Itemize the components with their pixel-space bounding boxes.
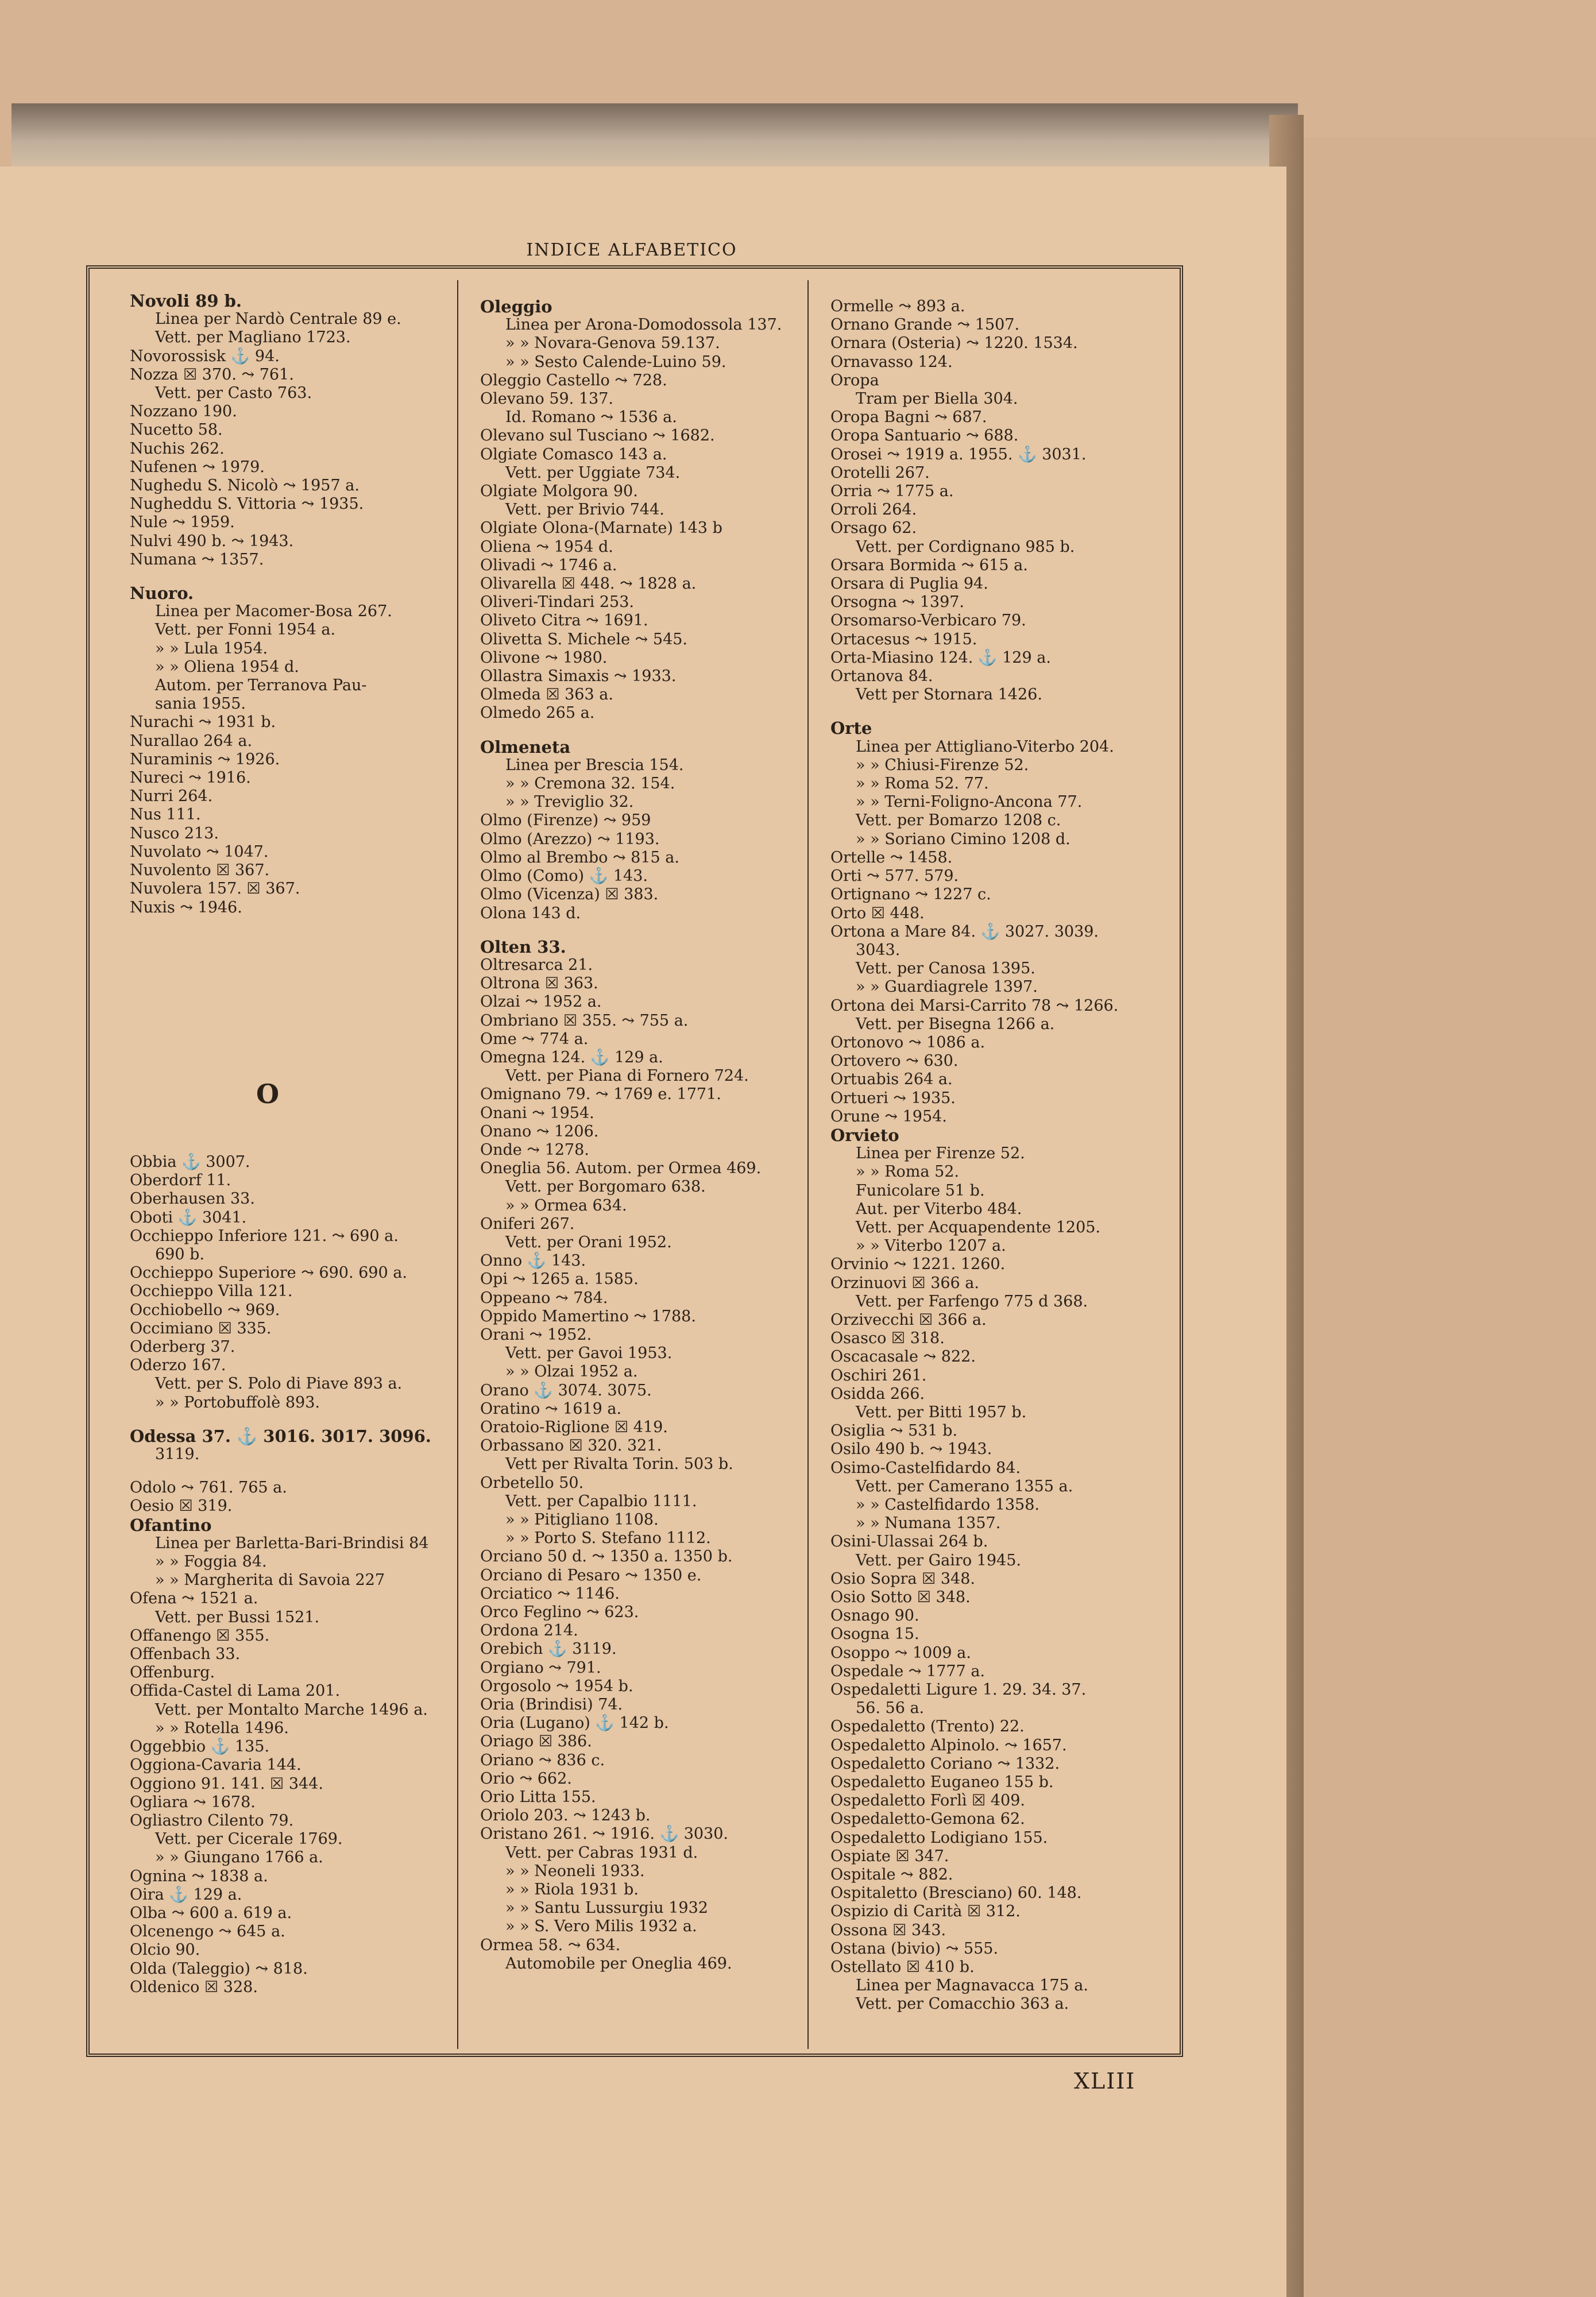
index-entry: Nurachi ⤳ 1931 b. bbox=[130, 713, 276, 732]
index-entry: Ortona dei Marsi-Carrito 78 ⤳ 1266. bbox=[830, 996, 1119, 1015]
index-entry: Vett. per Bitti 1957 b. bbox=[856, 1403, 1027, 1421]
index-entry: Omignano 79. ⤳ 1769 e. 1771. bbox=[480, 1085, 721, 1104]
index-entry: » » Guardiagrele 1397. bbox=[856, 978, 1038, 996]
index-entry: Olmo (Firenze) ⤳ 959 bbox=[480, 811, 651, 830]
index-entry: Nurallao 264 a. bbox=[130, 732, 253, 750]
index-entry: Olmeneta bbox=[480, 737, 571, 757]
index-entry: Oesio ☒ 319. bbox=[130, 1497, 233, 1515]
index-entry: Olzai ⤳ 1952 a. bbox=[480, 993, 602, 1011]
index-entry: Vett. per S. Polo di Piave 893 a. bbox=[155, 1375, 403, 1393]
index-entry: Orco Feglino ⤳ 623. bbox=[480, 1603, 639, 1622]
spacer bbox=[130, 569, 440, 584]
index-entry: Vett. per Camerano 1355 a. bbox=[856, 1477, 1073, 1495]
index-entry: Ornavasso 124. bbox=[830, 353, 953, 371]
index-entry: Olba ⤳ 600 a. 619 a. bbox=[130, 1904, 292, 1922]
index-entry: Orta-Miasino 124. ⚓ 129 a. bbox=[830, 648, 1051, 667]
index-entry: Oleggio Castello ⤳ 728. bbox=[480, 371, 667, 389]
index-entry: Olcenengo ⤳ 645 a. bbox=[130, 1923, 285, 1941]
index-entry: Ogliara ⤳ 1678. bbox=[130, 1793, 256, 1811]
index-entry: Nuvolento ☒ 367. bbox=[130, 861, 270, 880]
spacer bbox=[130, 1464, 440, 1479]
index-entry: » » Portobuffolè 893. bbox=[155, 1393, 320, 1412]
index-entry: Linea per Nardò Centrale 89 e. bbox=[155, 310, 401, 328]
index-entry: Occhiobello ⤳ 969. bbox=[130, 1301, 280, 1319]
index-entry: Ospitale ⤳ 882. bbox=[830, 1866, 953, 1884]
index-entry: Odolo ⤳ 761. 765 a. bbox=[130, 1479, 287, 1497]
index-entry: Nus 111. bbox=[130, 806, 201, 824]
index-entry: Osogna 15. bbox=[830, 1625, 919, 1644]
index-entry: Oppeano ⤳ 784. bbox=[480, 1289, 608, 1307]
index-entry: Nuvolato ⤳ 1047. bbox=[130, 842, 269, 861]
index-entry: Vett. per Brivio 744. bbox=[505, 501, 664, 519]
index-entry: Orvinio ⤳ 1221. 1260. bbox=[830, 1255, 1006, 1274]
index-entry: Oberhausen 33. bbox=[130, 1190, 255, 1208]
index-entry: Osilo 490 b. ⤳ 1943. bbox=[830, 1440, 992, 1459]
index-entry: Olgiate Olona-(Marnate) 143 b bbox=[480, 519, 722, 537]
index-entry: Ospedaletto Forlì ☒ 409. bbox=[830, 1792, 1025, 1810]
index-entry: Vett. per Capalbio 1111. bbox=[505, 1492, 697, 1510]
index-entry: Oderzo 167. bbox=[130, 1356, 226, 1375]
index-entry: » » Foggia 84. bbox=[155, 1553, 267, 1571]
index-entry: Olona 143 d. bbox=[480, 904, 581, 922]
index-entry: Orosei ⤳ 1919 a. 1955. ⚓ 3031. bbox=[830, 445, 1087, 463]
index-entry: Offenbach 33. bbox=[130, 1645, 241, 1664]
index-entry: Oniferi 267. bbox=[480, 1215, 575, 1233]
index-entry: Nule ⤳ 1959. bbox=[130, 513, 235, 532]
spacer bbox=[480, 923, 802, 938]
index-entry: Ollastra Simaxis ⤳ 1933. bbox=[480, 667, 677, 686]
index-entry: Ombriano ☒ 355. ⤳ 755 a. bbox=[480, 1011, 689, 1030]
index-entry: Vett. per Gairo 1945. bbox=[856, 1551, 1021, 1569]
index-entry: Ospedaletto Euganeo 155 b. bbox=[830, 1773, 1054, 1792]
index-entry: Occhieppo Superiore ⤳ 690. 690 a. bbox=[130, 1264, 407, 1282]
index-entry: » » Roma 52. 77. bbox=[856, 775, 989, 793]
index-entry: Odessa 37. ⚓ 3016. 3017. 3096. bbox=[130, 1426, 431, 1446]
index-entry: Vett. per Borgomaro 638. bbox=[505, 1178, 706, 1196]
index-entry: Vett. per Acquapendente 1205. bbox=[856, 1218, 1101, 1236]
index-entry: Orzinuovi ☒ 366 a. bbox=[830, 1274, 979, 1292]
index-entry: Vett per Rivalta Torin. 503 b. bbox=[505, 1455, 733, 1474]
index-entry: Oropa Santuario ⤳ 688. bbox=[830, 427, 1019, 445]
index-entry: Nughedu S. Nicolò ⤳ 1957 a. bbox=[130, 477, 360, 495]
spacer bbox=[830, 704, 1164, 719]
page-edge-stack bbox=[11, 103, 1298, 172]
index-entry: Nusco 213. bbox=[130, 824, 219, 842]
index-entry: Olgiate Molgora 90. bbox=[480, 482, 638, 501]
index-entry: Orria ⤳ 1775 a. bbox=[830, 482, 954, 501]
index-entry: Oggebbio ⚓ 135. bbox=[130, 1738, 270, 1756]
index-entry: Ortonovo ⤳ 1086 a. bbox=[830, 1033, 986, 1051]
index-entry: Linea per Magnavacca 175 a. bbox=[856, 1977, 1088, 1995]
index-entry: Id. Romano ⤳ 1536 a. bbox=[505, 408, 677, 427]
index-entry: » » Soriano Cimino 1208 d. bbox=[856, 830, 1071, 848]
index-entry: Offenburg. bbox=[130, 1664, 215, 1682]
index-entry: » » Roma 52. bbox=[856, 1163, 960, 1181]
index-entry: Oltresarca 21. bbox=[480, 956, 593, 974]
index-entry: Ospedaletto (Trento) 22. bbox=[830, 1718, 1025, 1736]
index-entry: Oira ⚓ 129 a. bbox=[130, 1885, 242, 1904]
index-entry: Olcio 90. bbox=[130, 1941, 200, 1959]
index-entry: Nozzano 190. bbox=[130, 403, 237, 421]
index-entry: Ospiate ☒ 347. bbox=[830, 1847, 949, 1865]
index-entry: Ospedaletti Ligure 1. 29. 34. 37. bbox=[830, 1681, 1087, 1699]
index-entry: Osoppo ⤳ 1009 a. bbox=[830, 1644, 971, 1662]
index-entry: » » S. Vero Milis 1932 a. bbox=[505, 1917, 697, 1936]
index-entry: Orte bbox=[830, 718, 872, 738]
index-entry: » » Terni-Foligno-Ancona 77. bbox=[856, 793, 1083, 811]
index-entry: Oltrona ☒ 363. bbox=[480, 975, 598, 993]
index-entry: » » Margherita di Savoia 227 bbox=[155, 1571, 385, 1590]
index-entry: Oleggio bbox=[480, 297, 552, 316]
index-entry: Oriolo 203. ⤳ 1243 b. bbox=[480, 1807, 651, 1825]
index-entry: » » Castelfidardo 1358. bbox=[856, 1496, 1039, 1514]
index-entry: Orroli 264. bbox=[830, 501, 917, 519]
index-entry: Tram per Biella 304. bbox=[856, 390, 1018, 408]
index-entry: Vett. per Cabras 1931 d. bbox=[505, 1843, 698, 1862]
index-entry: Ossona ☒ 343. bbox=[830, 1921, 946, 1939]
index-entry: Olmo (Arezzo) ⤳ 1193. bbox=[480, 830, 660, 848]
index-entry: sania 1955. bbox=[155, 695, 246, 713]
index-entry: » » Treviglio 32. bbox=[505, 793, 634, 811]
index-entry: Linea per Barletta-Bari-Brindisi 84 bbox=[155, 1534, 429, 1552]
spacer bbox=[480, 723, 802, 738]
index-entry: Ofantino bbox=[130, 1515, 212, 1535]
index-entry: Oria (Lugano) ⚓ 142 b. bbox=[480, 1714, 669, 1733]
index-entry: Obbia ⚓ 3007. bbox=[130, 1153, 250, 1171]
index-entry: Olmedo 265 a. bbox=[480, 704, 595, 722]
index-entry: Orzivecchi ☒ 366 a. bbox=[830, 1310, 987, 1329]
index-entry: Osio Sopra ☒ 348. bbox=[830, 1569, 975, 1588]
index-entry: Vett. per Magliano 1723. bbox=[155, 328, 351, 347]
index-entry: Oriano ⤳ 836 c. bbox=[480, 1751, 605, 1769]
index-entry: Ormea 58. ⤳ 634. bbox=[480, 1936, 621, 1954]
index-entry: » » Chiusi-Firenze 52. bbox=[856, 756, 1029, 774]
index-entry: Ome ⤳ 774 a. bbox=[480, 1030, 589, 1048]
index-entry: » » Numana 1357. bbox=[856, 1514, 1001, 1533]
index-entry: Offida-Castel di Lama 201. bbox=[130, 1682, 341, 1700]
index-entry: Nugheddu S. Vittoria ⤳ 1935. bbox=[130, 495, 364, 513]
index-entry: Onde ⤳ 1278. bbox=[480, 1140, 589, 1159]
index-entry: Orsara Bormida ⤳ 615 a. bbox=[830, 556, 1028, 574]
index-entry: Omegna 124. ⚓ 129 a. bbox=[480, 1048, 663, 1066]
index-entry: Osio Sotto ☒ 348. bbox=[830, 1588, 971, 1607]
index-entry: Olmo (Como) ⚓ 143. bbox=[480, 867, 648, 885]
index-entry: Nuoro. bbox=[130, 583, 194, 604]
index-entry: Vett. per Canosa 1395. bbox=[856, 960, 1035, 978]
index-entry: Nuxis ⤳ 1946. bbox=[130, 898, 242, 917]
index-entry: Orotelli 267. bbox=[830, 463, 930, 482]
index-entry: Osasco ☒ 318. bbox=[830, 1329, 945, 1348]
index-entry: Oderberg 37. bbox=[130, 1338, 235, 1356]
index-entry: 3119. bbox=[155, 1445, 200, 1464]
index-entry: Oriago ☒ 386. bbox=[480, 1733, 592, 1751]
index-entry: Ornano Grande ⤳ 1507. bbox=[830, 316, 1020, 334]
index-entry: » » Cremona 32. 154. bbox=[505, 775, 675, 793]
index-entry: Oliveri-Tindari 253. bbox=[480, 593, 634, 612]
index-entry: Oliena ⤳ 1954 d. bbox=[480, 537, 613, 556]
index-entry: Oggiona-Cavaria 144. bbox=[130, 1756, 302, 1774]
index-entry: Oggiono 91. 141. ☒ 344. bbox=[130, 1774, 323, 1793]
index-entry: Vett. per Orani 1952. bbox=[505, 1233, 672, 1251]
index-entry: Vett. per Casto 763. bbox=[155, 384, 312, 403]
index-entry: Orbetello 50. bbox=[480, 1474, 584, 1492]
index-entry: Ospedaletto-Gemona 62. bbox=[830, 1810, 1025, 1828]
index-entry: Orciano di Pesaro ⤳ 1350 e. bbox=[480, 1566, 702, 1584]
index-entry: Oschiri 261. bbox=[830, 1366, 927, 1385]
index-entry: » » Sesto Calende-Luino 59. bbox=[505, 353, 726, 371]
index-entry: » » Novara-Genova 59.137. bbox=[505, 334, 720, 353]
index-entry: Vett per Stornara 1426. bbox=[856, 686, 1042, 704]
index-entry: Oratino ⤳ 1619 a. bbox=[480, 1399, 622, 1418]
index-entry: Nufenen ⤳ 1979. bbox=[130, 458, 265, 476]
index-entry: Onano ⤳ 1206. bbox=[480, 1122, 599, 1140]
index-entry: Ognina ⤳ 1838 a. bbox=[130, 1867, 268, 1885]
index-entry: Vett. per Piana di Fornero 724. bbox=[505, 1067, 749, 1085]
index-entry: Oropa Bagni ⤳ 687. bbox=[830, 408, 987, 427]
index-entry: Vett. per Bisegna 1266 a. bbox=[856, 1015, 1055, 1033]
index-column-2 bbox=[480, 297, 802, 1973]
index-entry: Automobile per Oneglia 469. bbox=[505, 1954, 732, 1973]
index-entry: Novoli 89 b. bbox=[130, 291, 242, 311]
index-entry: Orto ☒ 448. bbox=[830, 904, 925, 922]
index-entry: Orti ⤳ 577. 579. bbox=[830, 867, 959, 885]
index-entry: Nuraminis ⤳ 1926. bbox=[130, 750, 280, 768]
index-entry: Olmo al Brembo ⤳ 815 a. bbox=[480, 848, 679, 867]
index-entry: Orsomarso-Verbicaro 79. bbox=[830, 612, 1026, 630]
index-entry: Orio Litta 155. bbox=[480, 1788, 596, 1807]
index-entry: Orsago 62. bbox=[830, 519, 917, 537]
index-entry: Ospedaletto Coriano ⤳ 1332. bbox=[830, 1754, 1060, 1773]
column-rule bbox=[807, 280, 809, 2049]
index-entry: Nuchis 262. bbox=[130, 439, 225, 458]
index-entry: Olevano sul Tusciano ⤳ 1682. bbox=[480, 427, 715, 445]
index-entry: » » Pitigliano 1108. bbox=[505, 1511, 659, 1529]
index-entry: Nureci ⤳ 1916. bbox=[130, 769, 251, 787]
index-entry: Orsara di Puglia 94. bbox=[830, 575, 988, 593]
index-entry: Orune ⤳ 1954. bbox=[830, 1107, 947, 1126]
index-entry: Olgiate Comasco 143 a. bbox=[480, 445, 667, 463]
index-column-1b bbox=[130, 1153, 440, 1997]
index-entry: Vett. per Bomarzo 1208 c. bbox=[856, 811, 1061, 830]
index-entry: Orvieto bbox=[830, 1125, 899, 1145]
index-entry: Olivarella ☒ 448. ⤳ 1828 a. bbox=[480, 575, 697, 593]
index-entry: Oliveto Citra ⤳ 1691. bbox=[480, 612, 648, 630]
index-entry: Orio ⤳ 662. bbox=[480, 1769, 572, 1788]
index-entry: Osnago 90. bbox=[830, 1607, 919, 1625]
index-entry: Occhieppo Villa 121. bbox=[130, 1282, 293, 1301]
index-frame bbox=[86, 265, 1183, 2057]
index-entry: Osini-Ulassai 264 b. bbox=[830, 1533, 988, 1551]
index-column-3 bbox=[830, 297, 1164, 2014]
index-entry: Linea per Macomer-Bosa 267. bbox=[155, 602, 392, 621]
index-entry: Ortona a Mare 84. ⚓ 3027. 3039. bbox=[830, 922, 1099, 941]
index-entry: » » Lula 1954. bbox=[155, 639, 268, 658]
index-entry: Oldenico ☒ 328. bbox=[130, 1978, 258, 1996]
index-entry: Ortignano ⤳ 1227 c. bbox=[830, 885, 991, 904]
index-entry: Nucetto 58. bbox=[130, 421, 223, 439]
index-entry: Onani ⤳ 1954. bbox=[480, 1104, 594, 1122]
index-entry: Aut. per Viterbo 484. bbox=[856, 1200, 1022, 1218]
index-entry: Osimo-Castelfidardo 84. bbox=[830, 1459, 1021, 1477]
index-entry: » » Santu Lussurgiu 1932 bbox=[505, 1899, 708, 1917]
index-entry: Olevano 59. 137. bbox=[480, 390, 613, 408]
index-entry: Ortanova 84. bbox=[830, 667, 933, 686]
index-entry: Vett. per Cicerale 1769. bbox=[155, 1830, 343, 1849]
index-entry: 690 b. bbox=[155, 1246, 204, 1264]
page-number: XLIII bbox=[1074, 2068, 1136, 2094]
index-entry: » » Olzai 1952 a. bbox=[505, 1363, 638, 1381]
index-entry: Ospizio di Carità ☒ 312. bbox=[830, 1902, 1021, 1921]
index-entry: Olivone ⤳ 1980. bbox=[480, 648, 608, 667]
index-entry: Ortacesus ⤳ 1915. bbox=[830, 630, 977, 648]
index-entry: Nulvi 490 b. ⤳ 1943. bbox=[130, 532, 294, 550]
index-entry: Oppido Mamertino ⤳ 1788. bbox=[480, 1307, 696, 1325]
index-entry: Orbassano ☒ 320. 321. bbox=[480, 1437, 662, 1455]
index-entry: Vett. per Gavoi 1953. bbox=[505, 1344, 673, 1363]
index-entry: Ospitaletto (Bresciano) 60. 148. bbox=[830, 1884, 1082, 1902]
index-entry: Nuvolera 157. ☒ 367. bbox=[130, 880, 300, 898]
index-entry: Ostellato ☒ 410 b. bbox=[830, 1958, 975, 1977]
index-entry: Vett. per Fonni 1954 a. bbox=[155, 621, 336, 639]
index-entry: 56. 56 a. bbox=[856, 1699, 925, 1718]
index-entry: Vett. per Uggiate 734. bbox=[505, 463, 681, 482]
index-entry: Occhieppo Inferiore 121. ⤳ 690 a. bbox=[130, 1227, 399, 1245]
index-entry: Orebich ⚓ 3119. bbox=[480, 1640, 617, 1658]
index-entry: Numana ⤳ 1357. bbox=[130, 550, 264, 569]
page-fore-edge bbox=[1292, 138, 1596, 2297]
index-entry: Linea per Attigliano-Viterbo 204. bbox=[856, 737, 1114, 756]
index-entry: Oria (Brindisi) 74. bbox=[480, 1696, 623, 1714]
index-entry: Autom. per Terranova Pau- bbox=[155, 676, 367, 695]
index-entry: » » Rotella 1496. bbox=[155, 1719, 289, 1737]
index-entry: Orsogna ⤳ 1397. bbox=[830, 593, 965, 612]
index-entry: Oropa bbox=[830, 371, 879, 389]
index-entry: Oratoio-Riglione ☒ 419. bbox=[480, 1418, 668, 1436]
index-entry: Occimiano ☒ 335. bbox=[130, 1319, 272, 1337]
index-entry: Vett. per Montalto Marche 1496 a. bbox=[155, 1700, 428, 1719]
spacer bbox=[130, 1412, 440, 1427]
index-entry: Funicolare 51 b. bbox=[856, 1181, 985, 1200]
running-header: INDICE ALFABETICO bbox=[526, 240, 737, 260]
index-entry: » » Oliena 1954 d. bbox=[155, 658, 299, 676]
index-entry: Oristano 261. ⤳ 1916. ⚓ 3030. bbox=[480, 1825, 728, 1843]
index-column-1 bbox=[130, 292, 440, 917]
index-entry: Linea per Arona-Domodossola 137. bbox=[505, 316, 782, 334]
index-entry: Olivetta S. Michele ⤳ 545. bbox=[480, 630, 688, 648]
index-entry: Offanengo ☒ 355. bbox=[130, 1626, 270, 1645]
index-entry: Osiglia ⤳ 531 b. bbox=[830, 1422, 958, 1440]
index-entry: Linea per Brescia 154. bbox=[505, 756, 684, 774]
index-entry: Nurri 264. bbox=[130, 787, 213, 806]
index-entry: Olda (Taleggio) ⤳ 818. bbox=[130, 1959, 308, 1978]
index-entry: Ospedale ⤳ 1777 a. bbox=[830, 1662, 986, 1680]
index-entry: Opi ⤳ 1265 a. 1585. bbox=[480, 1270, 639, 1289]
index-entry: » » Viterbo 1207 a. bbox=[856, 1237, 1006, 1255]
index-entry: Oneglia 56. Autom. per Ormea 469. bbox=[480, 1159, 762, 1178]
index-entry: Orgosolo ⤳ 1954 b. bbox=[480, 1677, 633, 1695]
index-entry: 3043. bbox=[856, 941, 901, 959]
index-entry: Orani ⤳ 1952. bbox=[480, 1325, 592, 1344]
index-entry: Vett. per Bussi 1521. bbox=[155, 1608, 320, 1626]
index-entry: » » Riola 1931 b. bbox=[505, 1881, 639, 1899]
index-entry: Olmeda ☒ 363 a. bbox=[480, 686, 613, 704]
index-entry: Orciano 50 d. ⤳ 1350 a. 1350 b. bbox=[480, 1548, 733, 1566]
index-entry: Osidda 266. bbox=[830, 1385, 925, 1403]
index-entry: Ortueri ⤳ 1935. bbox=[830, 1089, 956, 1107]
index-entry: Ospedaletto Alpinolo. ⤳ 1657. bbox=[830, 1736, 1067, 1754]
index-entry: Oscacasale ⤳ 822. bbox=[830, 1348, 976, 1366]
index-entry: Vett. per Comacchio 363 a. bbox=[856, 1995, 1069, 2013]
column-rule bbox=[457, 280, 458, 2049]
index-entry: Vett. per Farfengo 775 d 368. bbox=[856, 1292, 1088, 1310]
index-entry: Ornara (Osteria) ⤳ 1220. 1534. bbox=[830, 334, 1078, 353]
index-entry: Vett. per Cordignano 985 b. bbox=[856, 537, 1075, 556]
index-entry: Onno ⚓ 143. bbox=[480, 1252, 586, 1270]
index-entry: Ortuabis 264 a. bbox=[830, 1070, 953, 1089]
index-entry: Ordona 214. bbox=[480, 1622, 578, 1640]
index-entry: Ofena ⤳ 1521 a. bbox=[130, 1590, 258, 1608]
index-entry: Nozza ☒ 370. ⤳ 761. bbox=[130, 365, 294, 384]
index-entry: Oberdorf 11. bbox=[130, 1171, 231, 1190]
index-entry: Oboti ⚓ 3041. bbox=[130, 1208, 247, 1227]
section-letter: O bbox=[256, 1078, 280, 1109]
index-entry: Ortelle ⤳ 1458. bbox=[830, 848, 953, 867]
index-entry: Ostana (bivio) ⤳ 555. bbox=[830, 1939, 999, 1958]
index-entry: Ormelle ⤳ 893 a. bbox=[830, 297, 965, 315]
index-entry: Ortovero ⤳ 630. bbox=[830, 1052, 959, 1070]
index-entry: » » Neoneli 1933. bbox=[505, 1862, 645, 1880]
index-entry: Orciatico ⤳ 1146. bbox=[480, 1584, 620, 1603]
index-entry: » » Porto S. Stefano 1112. bbox=[505, 1529, 711, 1548]
index-entry: Linea per Firenze 52. bbox=[856, 1144, 1025, 1163]
index-entry: Olten 33. bbox=[480, 937, 566, 957]
index-entry: Novorossisk ⚓ 94. bbox=[130, 347, 280, 365]
index-entry: Ospedaletto Lodigiano 155. bbox=[830, 1828, 1048, 1847]
index-entry: Orgiano ⤳ 791. bbox=[480, 1658, 601, 1677]
index-entry: Olmo (Vicenza) ☒ 383. bbox=[480, 885, 659, 904]
index-entry: » » Giungano 1766 a. bbox=[155, 1849, 323, 1867]
index-entry: Ogliastro Cilento 79. bbox=[130, 1811, 294, 1830]
index-entry: Orano ⚓ 3074. 3075. bbox=[480, 1381, 652, 1399]
index-entry: Olivadi ⤳ 1746 a. bbox=[480, 556, 617, 574]
index-entry: » » Ormea 634. bbox=[505, 1196, 627, 1215]
